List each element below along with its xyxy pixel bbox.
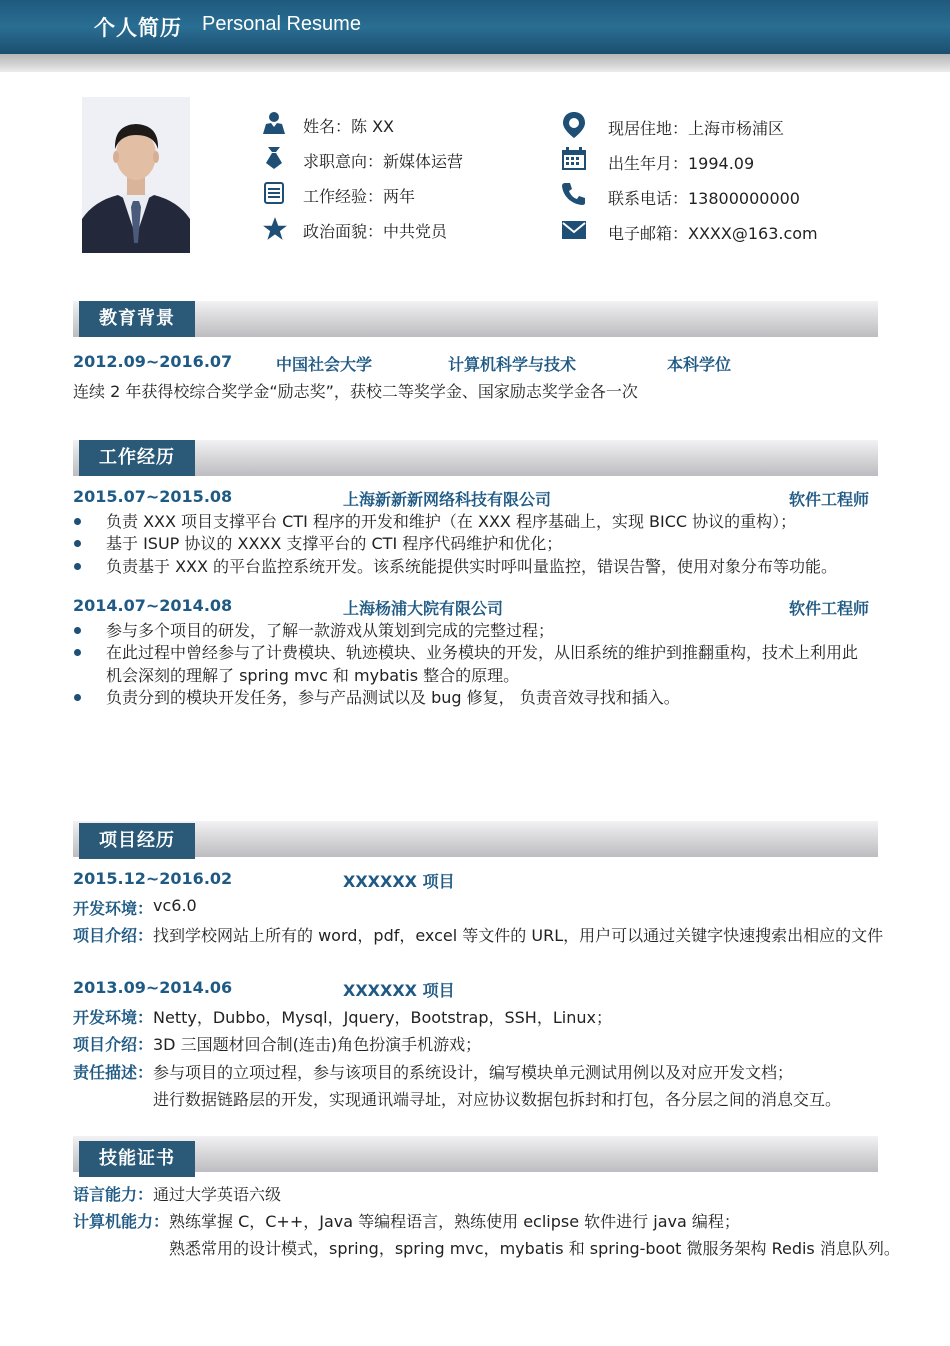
project-name: XXXXXX 项目 — [343, 872, 455, 891]
header-shadow — [0, 54, 950, 72]
section-title-education: 教育背景 — [79, 301, 195, 337]
section-title-skills: 技能证书 — [79, 1141, 195, 1177]
project-name: XXXXXX 项目 — [343, 981, 455, 1000]
job-bullet: 在此过程中曾经参与了计费模块、轨迹模块、业务模块的开发，从旧系统的维护到推翻重构，技术上利用此 — [106, 643, 859, 662]
project-date: 2015.12~2016.02 — [73, 869, 233, 888]
job-role: 软件工程师 — [789, 490, 870, 509]
phone-field: 联系电话：13800000000 — [608, 189, 800, 208]
calendar-icon — [561, 147, 587, 171]
education-school: 中国社会大学 — [276, 355, 373, 374]
person-icon — [262, 111, 286, 135]
name-field: 姓名：陈 XX — [303, 117, 395, 136]
resume-title-cn: 个人简历 — [94, 16, 182, 40]
project-duty: 进行数据链路层的开发，实现通讯端寻址，对应协议数据包拆封和打包，各分层之间的消息交互。 — [153, 1090, 842, 1109]
job-date: 2015.07~2015.08 — [73, 487, 233, 506]
education-note: 连续 2 年获得校综合奖学金“励志奖”，获校二等奖学金、国家励志奖学金各一次 — [73, 382, 638, 401]
bullet-dot — [74, 540, 81, 547]
email-field: 电子邮箱：XXXX@163.com — [608, 224, 818, 243]
job-bullet: 负责分到的模块开发任务，参与产品测试以及 bug 修复， 负责音效寻找和插入。 — [106, 688, 680, 707]
project-env-label: 开发环境： — [73, 1008, 154, 1027]
experience-field: 工作经验：两年 — [303, 187, 416, 206]
resume-title-en: Personal Resume — [202, 13, 361, 35]
mail-icon — [561, 220, 587, 240]
project-intro: 3D 三国题材回合制(连击)角色扮演手机游戏； — [153, 1035, 482, 1054]
skill-computer: 熟练掌握 C，C++，Java 等编程语言，熟练使用 eclipse 软件进行 java 编程； — [169, 1212, 740, 1231]
phone-icon — [561, 182, 587, 206]
job-date: 2014.07~2014.08 — [73, 596, 233, 615]
section-title-projects: 项目经历 — [79, 823, 195, 859]
project-env: Netty，Dubbo，Mysql，Jquery，Bootstrap，SSH，Linux； — [153, 1008, 612, 1027]
birth-date-field: 出生年月：1994.09 — [608, 154, 755, 173]
job-bullet-continued: 机会深刻的理解了 spring mvc 和 mybatis 整合的原理。 — [106, 666, 520, 685]
project-duty: 参与项目的立项过程，参与该项目的系统设计，编写模块单元测试用例以及对应开发文档； — [153, 1063, 794, 1082]
job-company: 上海杨浦大院有限公司 — [343, 599, 504, 618]
job-bullet: 基于 ISUP 协议的 XXXX 支撑平台的 CTI 程序代码维护和优化； — [106, 534, 563, 553]
residence-field: 现居住地：上海市杨浦区 — [608, 119, 785, 138]
education-date: 2012.09~2016.07 — [73, 352, 233, 371]
location-pin-icon — [561, 111, 587, 139]
profile-photo — [82, 97, 190, 253]
job-bullet: 参与多个项目的研发，了解一款游戏从策划到完成的完整过程； — [106, 621, 555, 640]
bullet-dot — [74, 694, 81, 701]
job-bullet: 负责 XXX 项目支撑平台 CTI 程序的开发和维护（在 XXX 程序基础上，实现 BICC 协议的重构）； — [106, 512, 797, 531]
skill-language: 通过大学英语六级 — [153, 1185, 282, 1204]
job-company: 上海新新新网络科技有限公司 — [343, 490, 552, 509]
bullet-dot — [74, 627, 81, 634]
bullet-dot — [74, 518, 81, 525]
job-intent-field: 求职意向：新媒体运营 — [303, 152, 464, 171]
document-icon — [262, 181, 286, 205]
tie-icon — [262, 146, 286, 170]
project-intro-label: 项目介绍： — [73, 1035, 154, 1054]
project-date: 2013.09~2014.06 — [73, 978, 233, 997]
project-duty-label: 责任描述： — [73, 1063, 154, 1082]
bullet-dot — [74, 649, 81, 656]
job-role: 软件工程师 — [789, 599, 870, 618]
political-status-field: 政治面貌：中共党员 — [303, 222, 448, 241]
job-bullet: 负责基于 XXX 的平台监控系统开发。该系统能提供实时呼叫量监控，错误告警，使用对象分布等功能。 — [106, 557, 838, 576]
bullet-dot — [74, 563, 81, 570]
skill-language-label: 语言能力： — [73, 1185, 154, 1204]
project-intro: 找到学校网站上所有的 word，pdf，excel 等文件的 URL，用户可以通过关键字快速搜索出相应的文件 — [153, 926, 884, 945]
education-major: 计算机科学与技术 — [448, 355, 577, 374]
star-icon — [262, 216, 286, 240]
project-env-label: 开发环境： — [73, 899, 154, 918]
project-intro-label: 项目介绍： — [73, 926, 154, 945]
skill-computer: 熟悉常用的设计模式，spring，spring mvc，mybatis 和 spring-boot 微服务架构 Redis 消息队列。 — [169, 1239, 900, 1258]
education-degree: 本科学位 — [667, 355, 732, 374]
section-title-work: 工作经历 — [79, 440, 195, 476]
project-env: vc6.0 — [153, 896, 197, 915]
skill-computer-label: 计算机能力： — [73, 1212, 170, 1231]
